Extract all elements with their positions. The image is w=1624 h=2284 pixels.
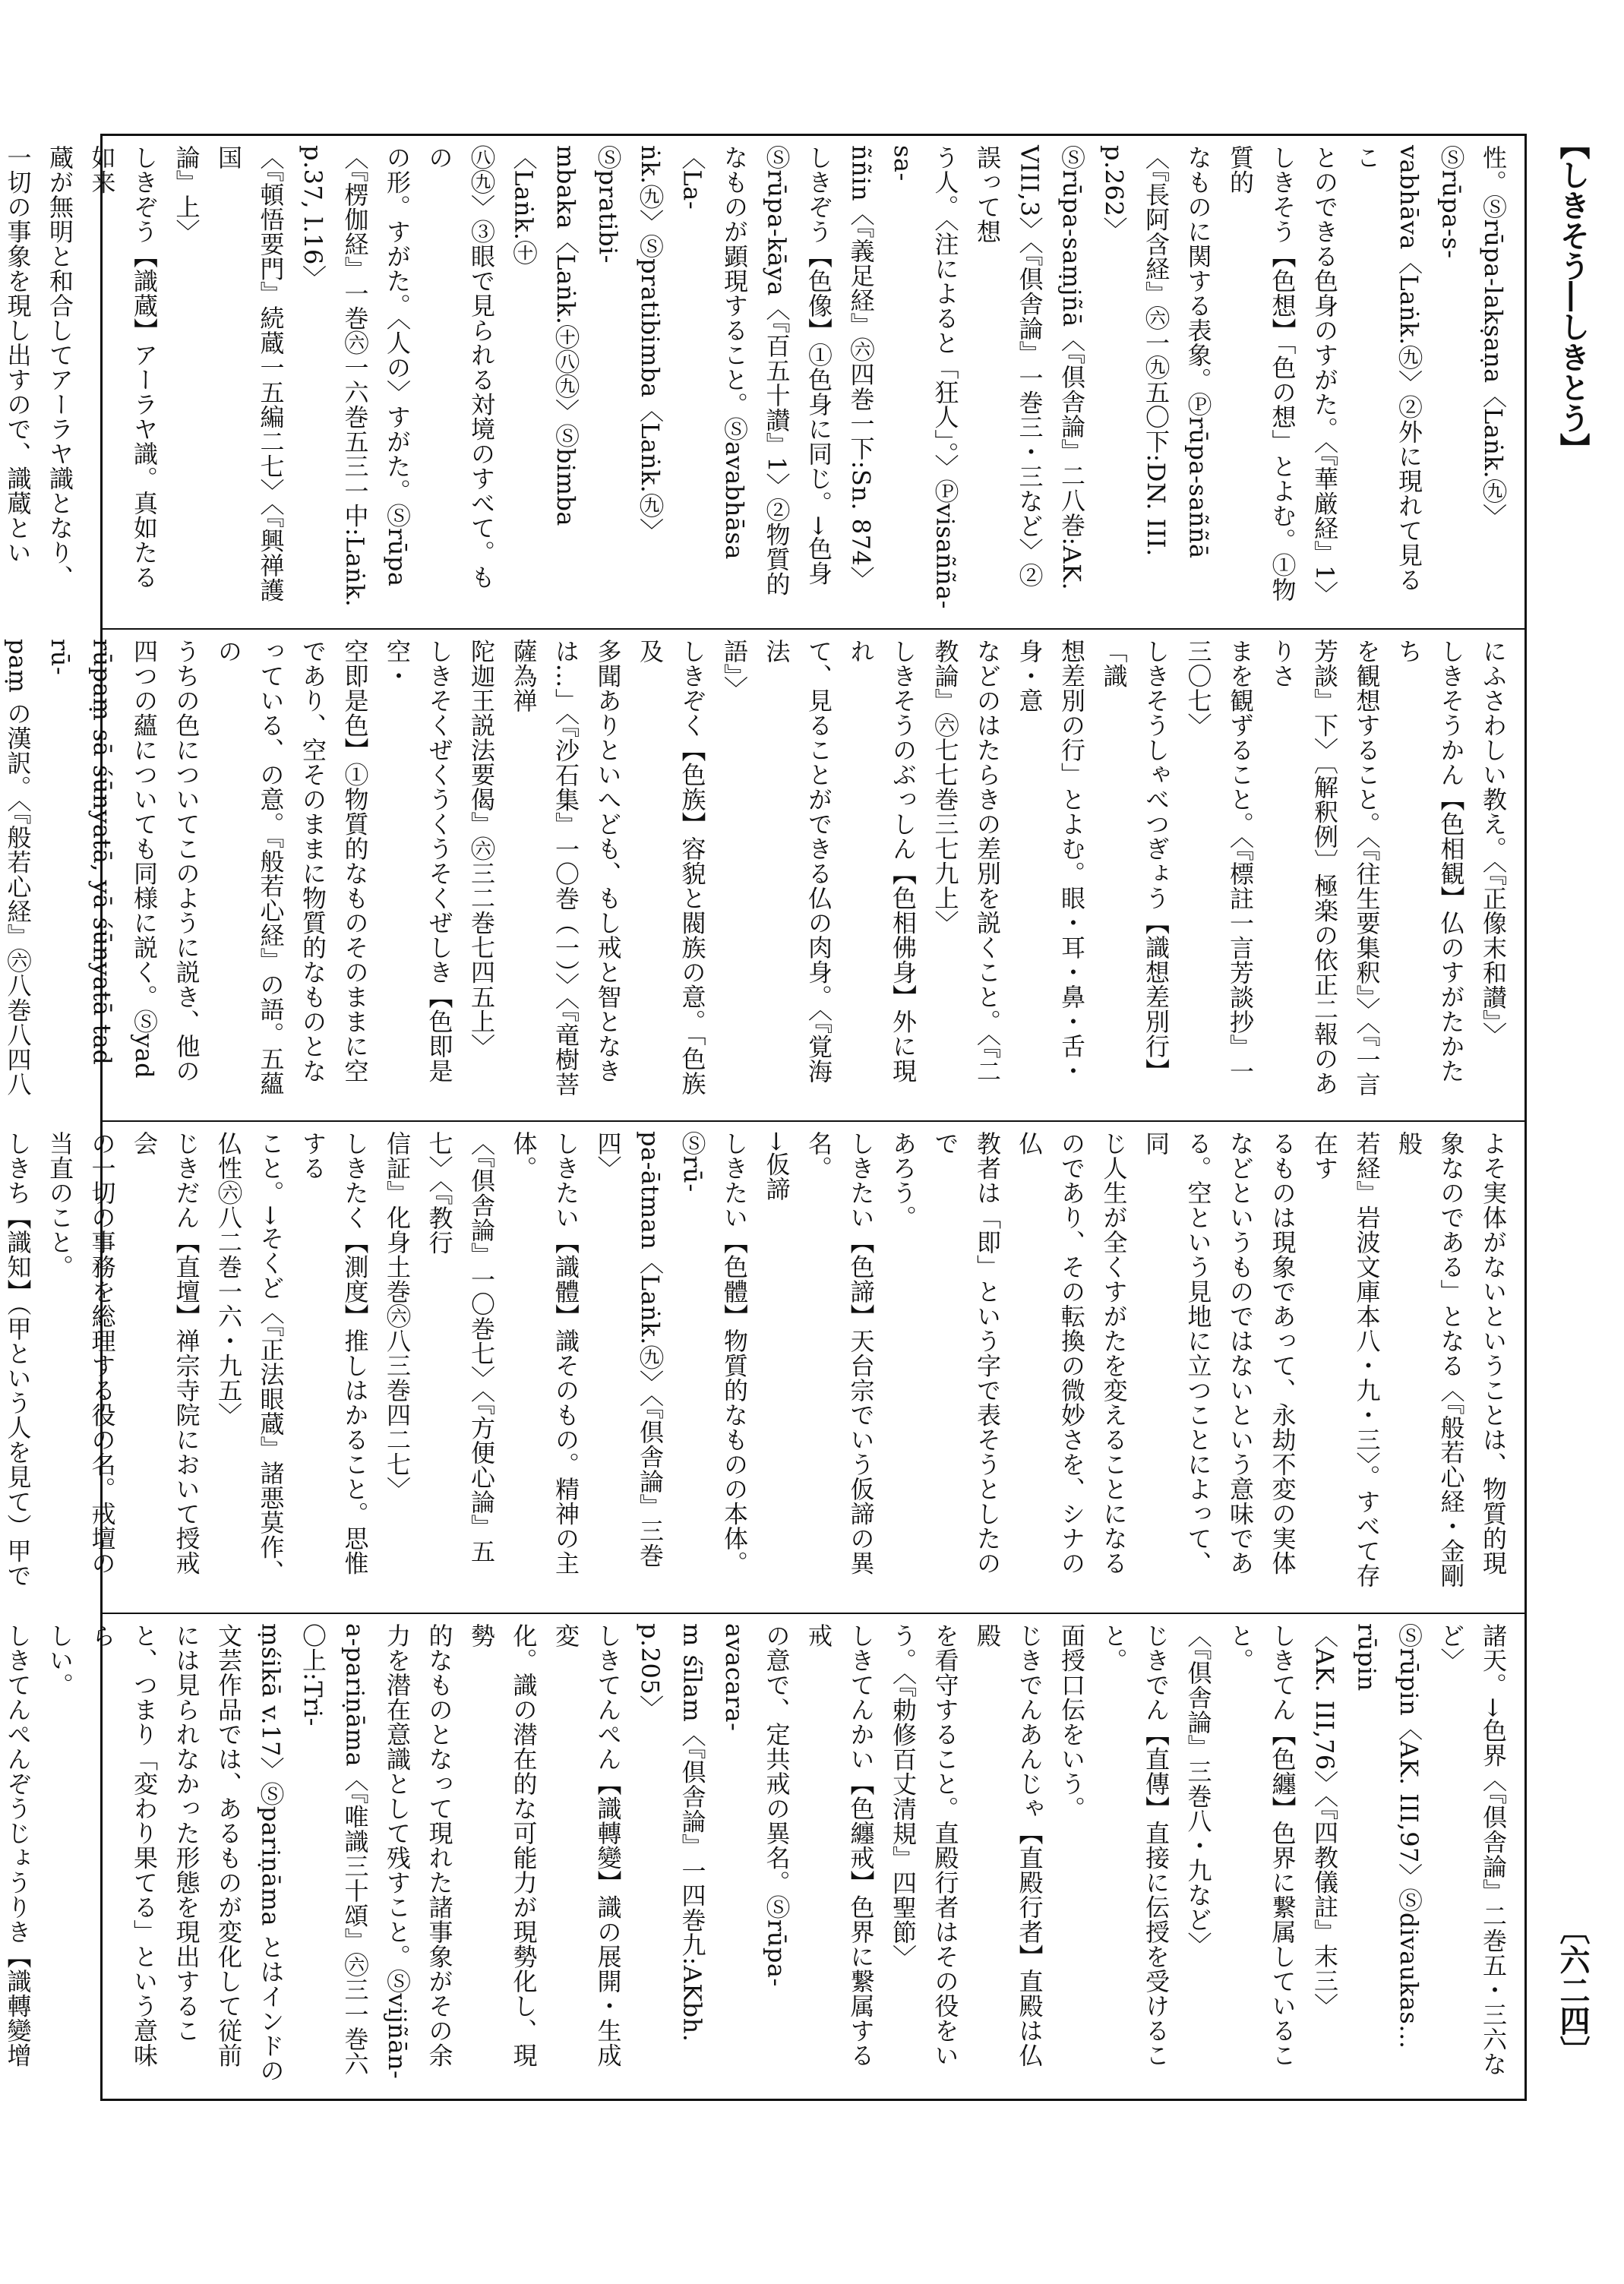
tier-4-text: 諸天。→色界〈『倶舎論』二巻五・三六など〉 Ⓢrūpin〈AK. III,97〉Ⓢdivaukas…rūpin 〈AK. III,76〉〈『四教儀註』末三〉 しきてん【色纏】色界に繋属していること。 〈『倶舎論』三巻八・九など〉 じきでん【直傳】直接に伝授を受けること。 面授口伝をいう。 じきでんあんじゃ【直殿行者】直殿は仏殿 を看守すること。直殿行者はその役をい う。〈『勅修百丈清規』四聖節〉 しきてんかい【色纏戒】色界に繋属する戒 の意で、定共戒の異名。Ⓢrūpa-avacara- m śīlam〈『倶舎論』一四巻九:AKbh. p.205〉 しきてんぺん【識轉變】識の展開・生成変 化。識の潜在的な可能力が現勢化し、現勢 的なものとなって現れた諸事象がその余 力を潜在意識として残すこと。Ⓢvijñān- a-pariṇāma〈『唯識三十頌』㊅三一巻六〇上:Tri- ṃśikā v.17〉Ⓢpariṇāma とはインドの 文芸作品では、あるものが変化して従前 には見られなかった形態を現出するこ と、つまり「変わり果てる」という意味ら しい。 しきてんぺんぞうじょうりき【識轉變增 (3, 1623, 1508, 2083)
tier-1 (3, 136, 1524, 621)
tier-3 (3, 1120, 1524, 1606)
tier-4 (3, 1613, 1524, 2099)
page-number: 〔六二四〕 (1555, 1914, 1591, 2066)
tier-2 (3, 628, 1524, 1114)
tier-1-text: 性。Ⓢrūpa-lakṣaṇa〈Laṅk.㊈〉Ⓢrūpa-s- vabhāva〈Laṅk.㊈〉②外に現れて見るこ とのできる色身のすがた。〈『華厳経』1〉 しきそう【色想】「色の想」とよむ。①物質的 なものに関する表象。Ⓟrūpa-saññā 〈『長阿含経』㊅一㊈五〇下:DN. III. p.262〉 Ⓢrūpa-saṃjñā〈『倶舎論』二八巻:AK. VIII,3〉〈『倶舎論』一巻三・三など〉②誤って想 う人。〈注によると「狂人」。〉Ⓟvisañña-sa- ññin〈『義足経』㊅四巻一下:Sn. 874〉 しきぞう【色像】①色身に同じ。→色身 Ⓢrūpa-kāya〈『百五十讃』1〉②物質的 なものが顕現すること。Ⓢavabhāsa〈La- ṅk.㊈〉Ⓢpratibimba〈Laṅk.㊈〉Ⓢpratibi- mbaka〈Laṅk.㊉㊇㊈〉Ⓢbimba〈Laṅk.㊉ ㊇㊈〉③眼で見られる対境のすべて。もの の形。すがた。〈人の〉すがた。Ⓢrūpa 〈『楞伽経』一巻㊅一六巻五三一中:Laṅk. p.37, l.16〉 〈『頓悟要門』続蔵一五編二七〉〈『興禅護国 論』上〉 しきぞう【識蔵】アーラヤ識。真如たる如来 蔵が無明と和合してアーラヤ識となり、 一切の事象を現し出すので、識蔵とい (3, 145, 1508, 609)
content-frame (3, 134, 1527, 2101)
tier-3-text: よそ実体がないということは、物質的現 象なのである」となる〈『般若心経・金剛般 若経』岩波文庫本八・九・三〉。すべて存在す るものは現象であって、永劫不変の実体 などというものではないという意味であ る。空という見地に立つことによって、同 じ人生が全くすがたを変えることになる のであり、その転換の微妙さを、シナの仏 教者は「即」という字で表そうとしたので あろう。 しきたい【色諦】天台宗でいう仮諦の異名。 →仮諦 しきたい【色體】物質的なものの本体。Ⓢrū- pa-ātman〈Laṅk.㊈〉〈『倶舎論』三巻四〉 しきたい【識體】識そのもの。精神の主体。 〈『倶舎論』一〇巻七〉〈『方便心論』五七〉〈『教行 信証』化身土巻㊅八三巻四二七〉 しきたく【測度】推しはかること。思惟する こと。→そくど〈『正法眼蔵』諸悪莫作、 仏性㊅八二巻一六・九五〉 じきだん【直壇】禅宗寺院において授戒会 の一切の事務を総理する役の名。戒壇の 当直のこと。 しきち【識知】（甲という人を見て）甲で (3, 1131, 1508, 1588)
running-head: 【しきそう―しきとう】 (1555, 129, 1591, 463)
tier-2-text: にふさわしい教え。〈『正像末和讃』〉 しきそうかん【色相観】仏のすがたかたち を観想すること。〈『往生要集釈』〉〈『一言 芳談』下〉〔解釈例〕極楽の依正二報のありさ まを観ずること。〈『標註一言芳談抄』一三〇七〉 しきそうしゃべつぎょう【識想差別行】「識 想差別の行」とよむ。眼・耳・鼻・舌・身・意 などのはたらきの差別を説くこと。〈『二 教論』㊅七七巻三七九上〉 しきそうのぶっしん【色相佛身】外に現れ て、見ることができる仏の肉身。〈『覚海法 語』〉 しきぞく【色族】容貌と閥族の意。「色族及 多聞ありといへども、もし戒と智となき は…」〈『沙石集』一〇巻（一）〉〈『竜樹菩薩為禅 陀迦王説法要偈』㊅三二巻七四五上〉 しきそくぜくうくうそくぜしき【色即是空・ 空即是色】①物質的なものそのままに空 であり、空そのままに物質的なものとな っている、の意。『般若心経』の語。五蘊の うちの色についてこのように説き、他の 四つの蘊についても同様に説く。Ⓢyad rūpaṃ sā śūnyatā, yā śūnyatā tad rū- paṃ の漢訳。〈『般若心経』㊅八巻八四八 (3, 639, 1508, 1097)
